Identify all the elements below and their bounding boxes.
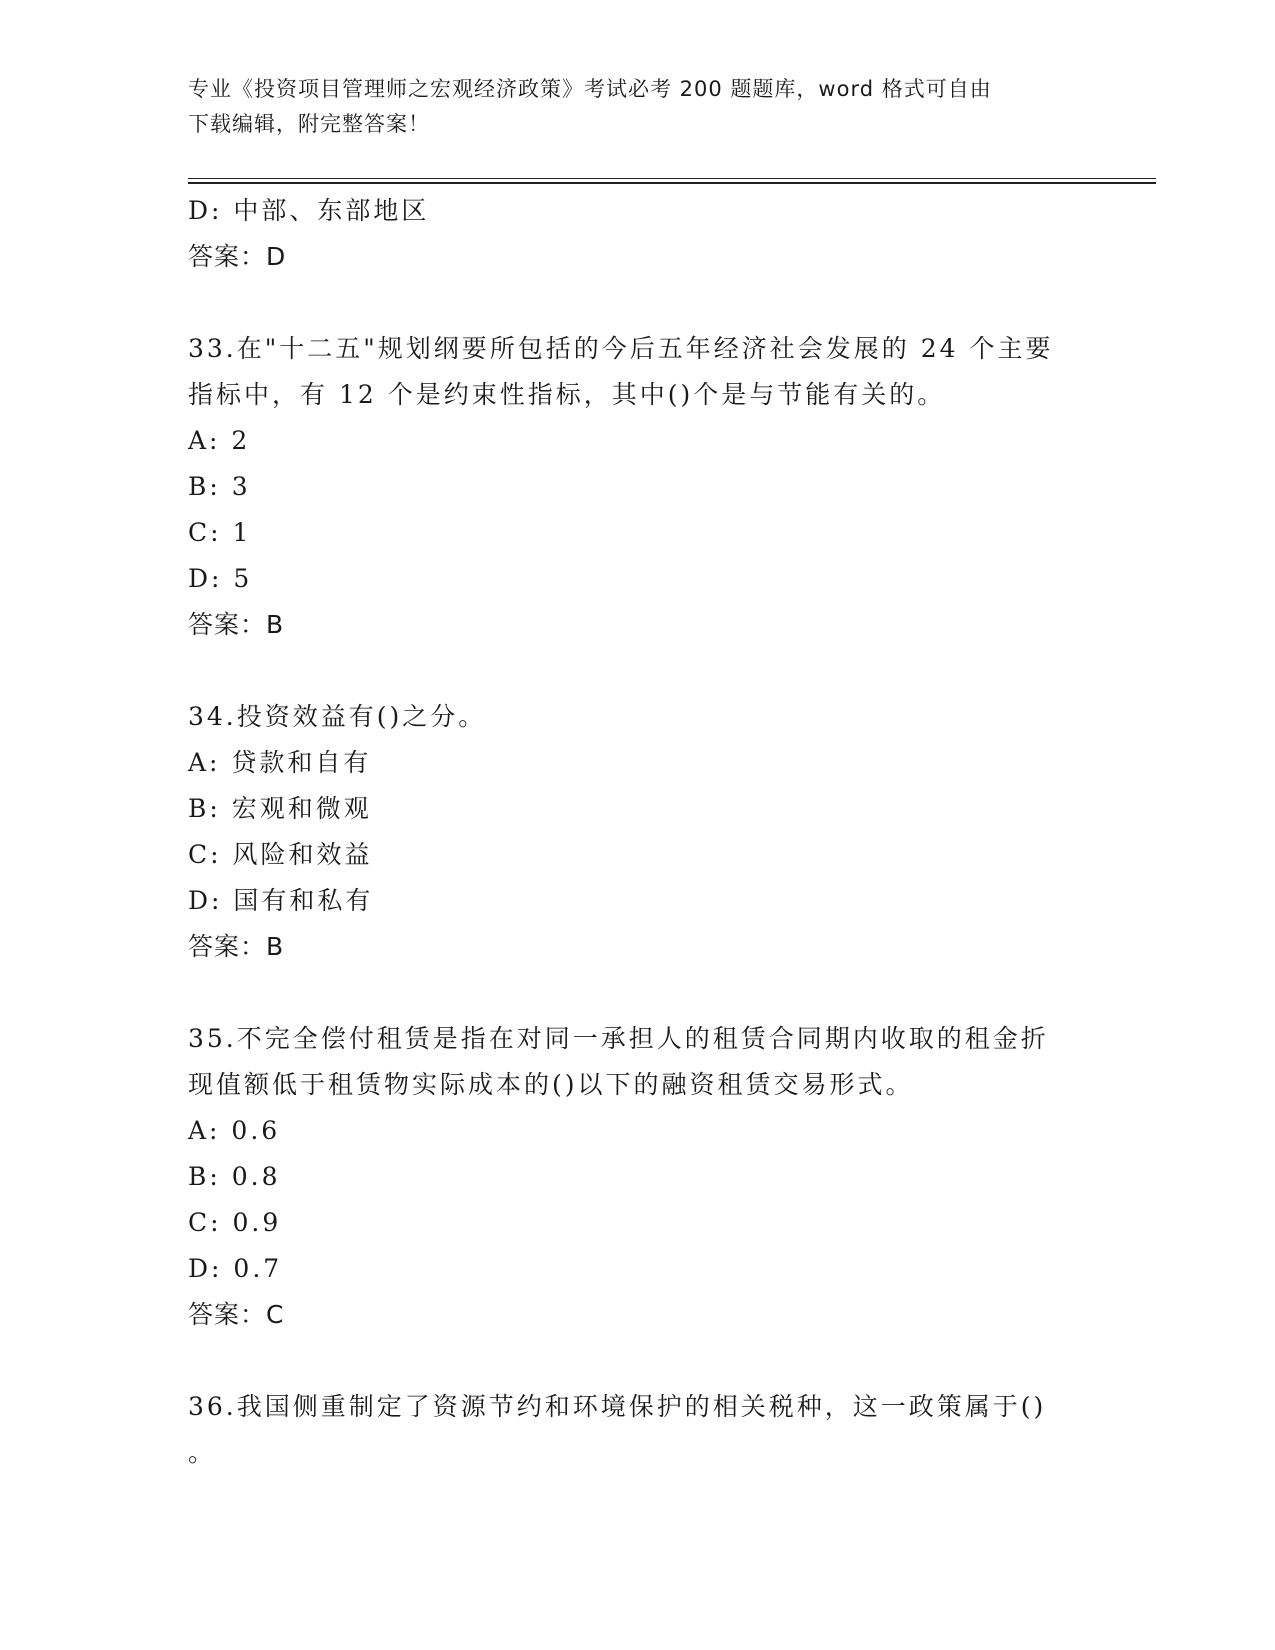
spacer: [188, 648, 1088, 694]
option-d: D: 中部、东部地区: [188, 196, 430, 225]
option-a: A: 贷款和自有: [188, 748, 372, 777]
option-c: C: 0.9: [188, 1208, 282, 1237]
question-stem-line: 现值额低于租赁物实际成本的()以下的融资租赁交易形式。: [188, 1070, 914, 1099]
answer: 答案：D: [188, 242, 287, 271]
question-stem-line: 33.在"十二五"规划纲要所包括的今后五年经济社会发展的 24 个主要: [188, 334, 1054, 363]
header-line-2: 下载编辑，附完整答案！: [188, 112, 430, 136]
question-list: [188, 188, 1088, 1476]
question-stem-line: 。: [188, 1438, 217, 1467]
question-stem-line: 35.不完全偿付租赁是指在对同一承担人的租赁合同期内收取的租金折: [188, 1024, 1049, 1053]
option-a: A: 2: [188, 426, 251, 455]
question-stem-line: 36.我国侧重制定了资源节约和环境保护的相关税种，这一政策属于(): [188, 1392, 1047, 1421]
answer: 答案：B: [188, 610, 285, 639]
option-d: D: 5: [188, 564, 253, 593]
question-stem-line: 34.投资效益有()之分。: [188, 702, 487, 731]
spacer: [188, 1338, 1088, 1384]
option-b: B: 0.8: [188, 1162, 281, 1191]
question-34: [188, 694, 1088, 970]
header-divider-thick: [188, 182, 1156, 184]
answer: 答案：C: [188, 1300, 285, 1329]
answer: 答案：B: [188, 932, 285, 961]
option-d: D: 国有和私有: [188, 886, 374, 915]
option-c: C: 1: [188, 518, 252, 547]
spacer: [188, 280, 1088, 326]
option-b: B: 宏观和微观: [188, 794, 372, 823]
header-line-1: 专业《投资项目管理师之宏观经济政策》考试必考 200 题题库，word 格式可自由: [188, 77, 992, 101]
header-divider-thin: [188, 178, 1156, 179]
document-header: [188, 72, 1088, 142]
option-d: D: 0.7: [188, 1254, 283, 1283]
question-stem-line: 指标中，有 12 个是约束性指标，其中()个是与节能有关的。: [188, 380, 946, 409]
option-b: B: 3: [188, 472, 251, 501]
question-35: [188, 1016, 1088, 1338]
question-33: [188, 326, 1088, 648]
option-c: C: 风险和效益: [188, 840, 373, 869]
option-a: A: 0.6: [188, 1116, 281, 1145]
spacer: [188, 970, 1088, 1016]
question-36: [188, 1384, 1088, 1476]
